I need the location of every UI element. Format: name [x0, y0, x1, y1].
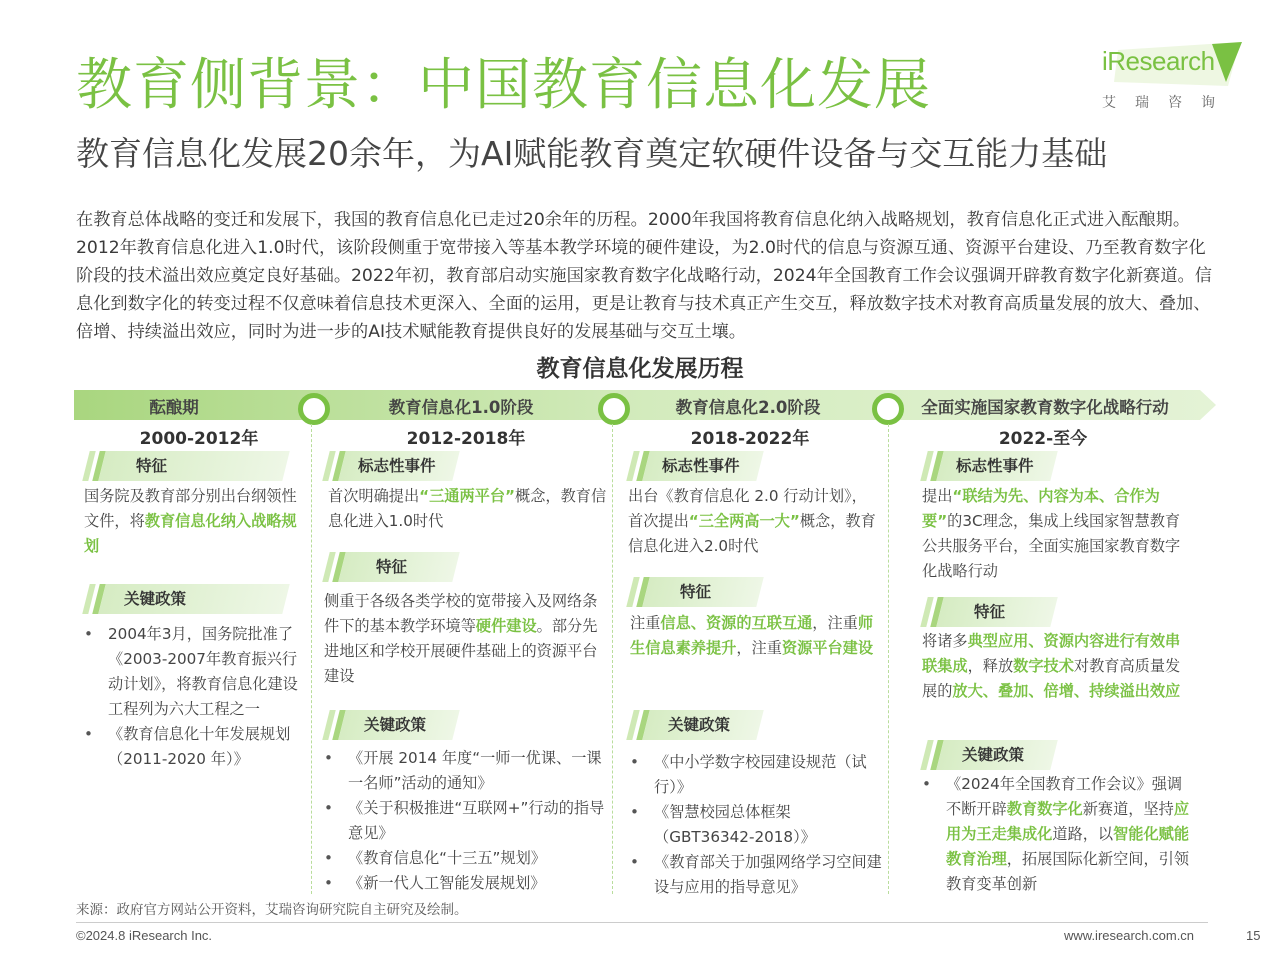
stage-1-feature-text: 国务院及教育部分别出台纲领性文件，将教育信息化纳入战略规划 — [84, 487, 297, 555]
source-note: 来源：政府官方网站公开资料，艾瑞咨询研究院自主研究及绘制。 — [76, 902, 468, 918]
logo-chinese-name: 艾瑞咨询 — [1102, 95, 1234, 111]
stage-years-1: 2000-2012年 — [139, 429, 259, 449]
stage-years-2: 2012-2018年 — [406, 429, 526, 449]
timeline-title: 教育信息化发展历程 — [536, 356, 744, 382]
stage-3-feature-text: 注重信息、资源的互联互通，注重师生信息素养提升，注重资源平台建设 — [630, 614, 873, 657]
column-divider — [311, 424, 312, 894]
list-item: • 《新一代人工智能发展规划》 — [322, 871, 610, 896]
iresearch-logo — [1100, 42, 1250, 112]
tag-key-policy: 关键政策 — [326, 710, 456, 740]
stage-name-4: 全面实施国家教育数字化战略行动 — [921, 398, 1169, 417]
page-number: 15 — [1246, 928, 1261, 943]
stage-1-policy-list — [82, 622, 304, 772]
list-item: • 《教育信息化十年发展规划 （2011-2020 年）》 — [82, 722, 304, 772]
tag-key-policy: 关键政策 — [630, 710, 760, 740]
stage-name-3: 教育信息化2.0阶段 — [675, 398, 821, 417]
list-item: • 《关于积极推进“互联网+”行动的指导意见》 — [322, 796, 610, 846]
list-item: • 《2024年全国教育工作会议》强调不断开辟教育数字化新赛道，坚持应用为王走集成化道路，以智能化赋能教育治理，拓展国际化新空间，引领教育变革创新 — [920, 772, 1190, 897]
list-item: • 《教育信息化“十三五”规划》 — [322, 846, 610, 871]
stage-name-1: 酝酿期 — [149, 398, 199, 417]
tag-feature: 特征 — [630, 577, 760, 607]
tag-milestone: 标志性事件 — [326, 451, 456, 481]
tag-milestone: 标志性事件 — [630, 451, 760, 481]
stage-years-4: 2022-至今 — [998, 429, 1088, 449]
tag-feature: 特征 — [326, 552, 456, 582]
list-item: • 《开展 2014 年度“一师一优课、一课一名师”活动的通知》 — [322, 746, 610, 796]
tag-key-policy: 关键政策 — [86, 584, 286, 614]
list-item: • 《中小学数字校园建设规范（试行）》 — [628, 750, 882, 800]
tag-milestone: 标志性事件 — [924, 451, 1054, 481]
footer-divider — [76, 922, 1208, 923]
stage-3-event-text: 出台《教育信息化 2.0 行动计划》，首次提出“三全两高一大”概念，教育信息化进入2.0时代 — [628, 487, 876, 555]
tag-feature: 特征 — [924, 597, 1054, 627]
column-divider — [612, 424, 613, 894]
stage-2-policy-list — [322, 746, 610, 896]
stage-marker-2-icon — [598, 393, 630, 425]
list-item: • 《智慧校园总体框架（GBT36342-2018）》 — [628, 800, 882, 850]
stage-4-policy-list — [920, 772, 1190, 897]
stage-name-2: 教育信息化1.0阶段 — [388, 398, 534, 417]
logo-wordmark: iResearch — [1102, 46, 1215, 76]
stage-4-feature-text: 将诸多典型应用、资源内容进行有效串联集成，释放数字技术对教育高质量发展的放大、叠加、倍增、持续溢出效应 — [922, 632, 1181, 700]
stage-4-event-text: 提出“联结为先、内容为本、合作为要”的3C理念，集成上线国家智慧教育公共服务平台，全面实施国家教育数字化战略行动 — [922, 487, 1181, 580]
stage-marker-1-icon — [298, 393, 330, 425]
page-title: 教育侧背景：中国教育信息化发展 — [76, 53, 931, 118]
stage-2-feature-text: 侧重于各级各类学校的宽带接入及网络条件下的基本教学环境等硬件建设。部分先进地区和学校开展硬件基础上的资源平台建设 — [324, 592, 598, 685]
list-item: • 《教育部关于加强网络学习空间建设与应用的指导意见》 — [628, 850, 882, 900]
stage-2-event-text: 首次明确提出“三通两平台”概念，教育信息化进入1.0时代 — [328, 487, 607, 530]
tag-key-policy: 关键政策 — [924, 740, 1054, 770]
page-subtitle: 教育信息化发展20余年，为AI赋能教育奠定软硬件设备与交互能力基础 — [76, 134, 1108, 173]
stage-years-3: 2018-2022年 — [690, 429, 810, 449]
stage-3-policy-list — [628, 750, 882, 900]
stage-marker-3-icon — [872, 393, 904, 425]
tag-feature: 特征 — [86, 451, 286, 481]
website-link[interactable]: www.iresearch.com.cn — [1064, 928, 1195, 943]
copyright: ©2024.8 iResearch Inc. — [76, 928, 213, 943]
column-divider — [888, 424, 889, 894]
list-item: • 2004年3月，国务院批准了《2003-2007年教育振兴行动计划》，将教育信息化建设工程列为六大工程之一 — [82, 622, 304, 722]
intro-paragraph: 在教育总体战略的变迁和发展下，我国的教育信息化已走过20余年的历程。2000年我国将教育信息化纳入战略规划，教育信息化正式进入酝酿期。2012年教育信息化进入1.0时代，该阶段侧重于宽带接入等基本教学环境的硬件建设，为2.0时代的信息与资源互通、资源平台建设、乃至教育数字化阶段的技术溢出效应奠定良好基础。2022年初，教育部启动实施国家教育数字化战略行动，2024年全国教育工作会议强调开辟教育数字化新赛道。信息化到数字化的转变过程不仅意味着信息技术更深入、全面的运用，更是让教育与技术真正产生交互，释放数字技术对教育高质量发展的放大、叠加、倍增、持续溢出效应，同时为进一步的AI技术赋能教育提供良好的发展基础与交互土壤。 — [76, 210, 1212, 342]
